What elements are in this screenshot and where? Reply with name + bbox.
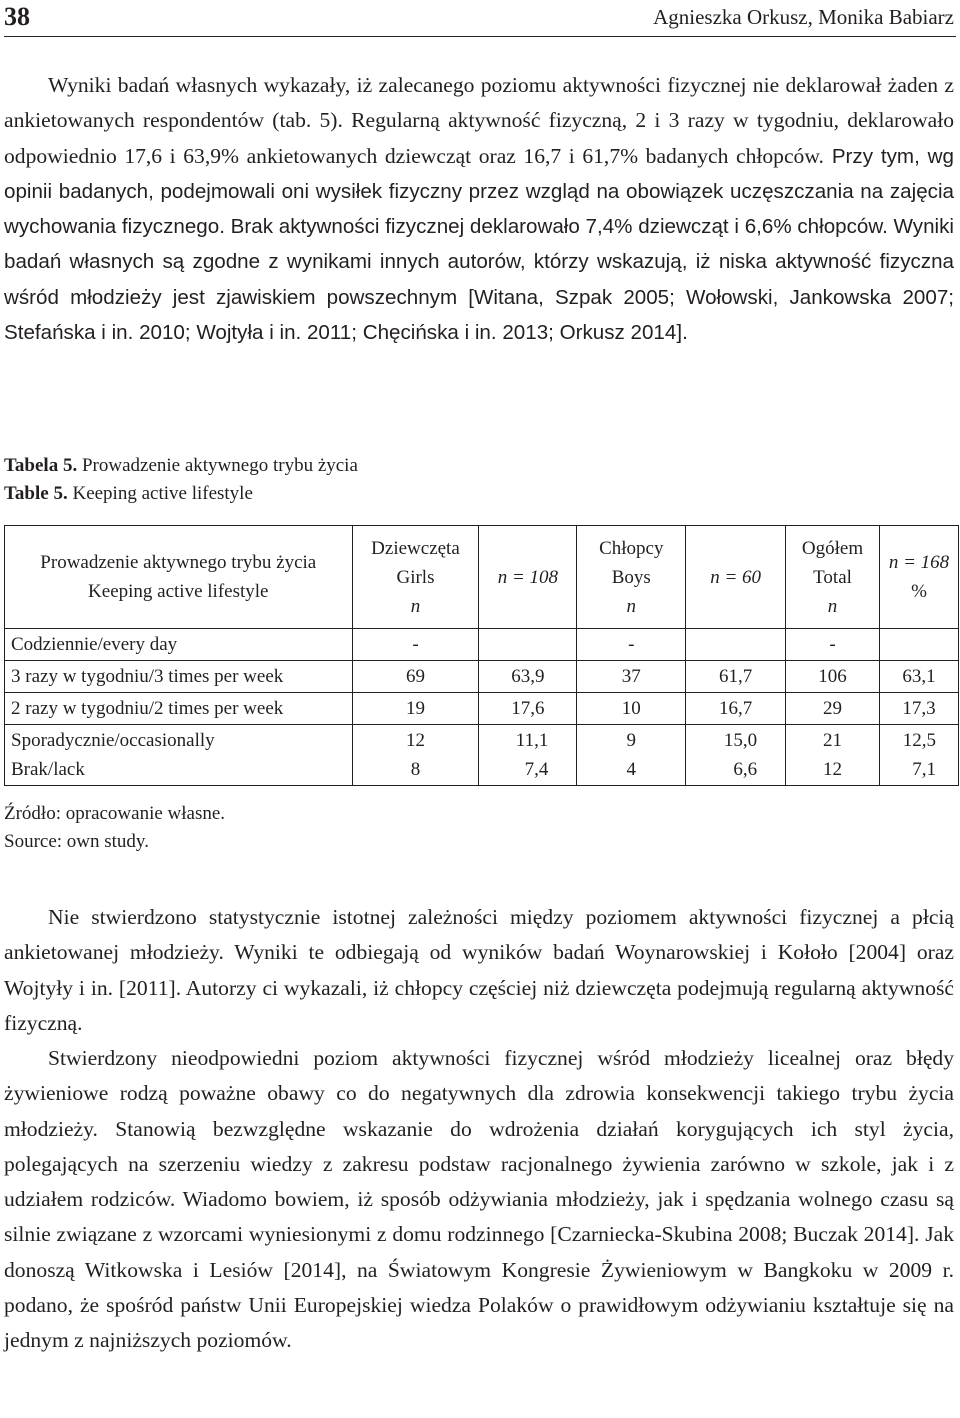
header-all-total-text: n = 168 [888, 552, 950, 573]
intro-text-sans: Przy tym, wg opinii badanych, podejmowali oni wysiłek fizyczny przez wzgląd na obowiązek uczęszczania na zajęcia wychowania fizycznego. Brak aktywności fizycznej deklarowało 7,4% dziewcząt i 6,6% chłopców. Wyniki badań własnych są zgodne z wynikami innych autorów, którzy wskazują, iż niska aktywność fizyczna wśród młodzieży jest zjawiskiem powszechnym [Witana, Szpak 2005; Wołowski, Jankowska 2007; Stefańska i in. 2010; Wojtyła i in. 2011; Chęcińska i in. 2013; Orkusz 2014]. [4, 144, 954, 345]
header-boys-n: n [626, 595, 637, 617]
header-girls-en: Girls [396, 566, 435, 588]
boys-pct-cell: 6,6 [733, 759, 758, 780]
intro-paragraph [4, 68, 954, 350]
boys-pct-cell: 61,7 [686, 661, 786, 693]
boys-n-cell: 9 [626, 730, 637, 751]
girls-pct-cell: 17,6 [479, 693, 577, 725]
total-pct-cell: 17,3 [880, 693, 959, 725]
girls-pct-cell: 63,9 [479, 661, 577, 693]
girls-n-cell: 19 [352, 693, 479, 725]
header-girls [352, 526, 479, 629]
header-boys-total-text: n = 60 [710, 566, 762, 588]
table-header-row [5, 526, 959, 629]
row-label: Codziennie/every day [5, 629, 353, 661]
source-en: Source: own study. [4, 831, 149, 852]
running-head-authors: Agnieszka Orkusz, Monika Babiarz [653, 5, 954, 29]
boys-pct-cell-group [686, 725, 786, 786]
header-all-pl: Ogółem [801, 537, 864, 559]
table-row [5, 661, 959, 693]
total-n-cell-group [786, 725, 880, 786]
total-pct-cell: 7,1 [912, 759, 936, 780]
table-caption-pl [4, 453, 358, 479]
header-all [786, 526, 880, 629]
table-row [5, 693, 959, 725]
total-n-cell: - [786, 629, 880, 661]
table-caption-en-title: Keeping active lifestyle [67, 483, 253, 504]
boys-n-cell: 37 [577, 661, 686, 693]
header-category-en: Keeping active lifestyle [88, 581, 269, 602]
boys-n-cell: 10 [577, 693, 686, 725]
boys-n-cell-group [577, 725, 686, 786]
header-boys-pl: Chłopcy [599, 537, 664, 559]
boys-pct-cell: 16,7 [686, 693, 786, 725]
total-pct-cell-group [880, 725, 959, 786]
total-n-cell: 29 [786, 693, 880, 725]
table-caption-pl-label: Tabela 5. [4, 455, 78, 476]
header-boys [577, 526, 686, 629]
row-label: Brak/lack [11, 759, 85, 780]
girls-n-cell-group [352, 725, 479, 786]
boys-n-cell: 4 [626, 759, 637, 780]
header-category [5, 526, 353, 629]
header-category-pl: Prowadzenie aktywnego trybu życia [40, 552, 317, 573]
girls-pct-cell [479, 629, 577, 661]
header-all-total [880, 526, 959, 629]
header-boys-en: Boys [611, 566, 651, 588]
girls-n-cell: 12 [405, 730, 425, 751]
data-table [4, 525, 959, 786]
source-pl: Źródło: opracowanie własne. [4, 803, 226, 824]
header-boys-total [686, 526, 786, 629]
total-n-cell: 12 [823, 759, 843, 780]
boys-n-cell: - [577, 629, 686, 661]
page-number: 38 [4, 2, 30, 31]
table-caption-pl-title: Prowadzenie aktywnego trybu życia [77, 455, 358, 476]
girls-pct-cell: 7,4 [524, 759, 549, 780]
girls-pct-cell-group [479, 725, 577, 786]
table-caption-en-label: Table 5. [4, 483, 68, 504]
table-row [5, 629, 959, 661]
table-caption-en [4, 481, 253, 507]
boys-pct-cell: 15,0 [723, 730, 758, 751]
intro-text-serif: Wyniki badań własnych wykazały, iż zalecanego poziomu aktywności fizycznej nie deklarował żaden z ankietowanych respondentów (tab. 5). Regularną aktywność fizyczną, 2 i 3 razy w tygodniu, deklarowało odpowiednio 17,6 i 63,9% ankietowanych dziewcząt oraz 16,7 i 61,7% badanych chłopców. [4, 73, 954, 168]
girls-n-cell: - [352, 629, 479, 661]
row-label: Sporadycznie/occasionally [11, 730, 215, 751]
girls-n-cell: 69 [352, 661, 479, 693]
row-label: 3 razy w tygodniu/3 times per week [5, 661, 353, 693]
table-row-group [5, 725, 959, 786]
header-all-en: Total [813, 566, 852, 588]
row-label-group [5, 725, 353, 786]
header-all-pct: % [911, 581, 927, 602]
total-n-cell: 21 [823, 730, 843, 751]
body-paragraph-2: Stwierdzony nieodpowiedni poziom aktywności fizycznej wśród młodzieży licealnej oraz błędy żywieniowe rodzą poważne obawy co do negatywnych dla zdrowia konsekwencji takiego trybu życia młodzieży. Stanowią bezwzględne wskazanie do wdrożenia działań korygujących ich styl życia, polegających na szerzeniu wiedzy z zakresu podstaw racjonalnego żywienia zarówno w szkole, jak i z udziałem rodziców. Wiadomo bowiem, iż sposób odżywiania młodzieży, jak i spędzania wolnego czasu są silnie związane z wzorcami wyniesionymi z domu rodzinnego [Czarniecka-Skubina 2008; Buczak 2014]. Jak donoszą Witkowska i Lesiów [2014], na Światowym Kongresie Żywieniowym w Bangkoku w 2009 r. podano, że spośród państw Unii Europejskiej wiedza Polaków o prawidłowym odżywianiu kształtuje się na jednym z najniższych poziomów. [4, 1046, 954, 1353]
total-pct-cell: 12,5 [902, 730, 936, 751]
girls-pct-cell: 11,1 [515, 730, 549, 751]
total-n-cell: 106 [786, 661, 880, 693]
body-paragraph-1: Nie stwierdzono statystycznie istotnej zależności między poziomem aktywności fizycznej a płcią ankietowanej młodzieży. Wyniki te odbiegają od wyników badań Woynarowskiej i Kołoło [2004] oraz Wojtyły i in. [2011]. Autorzy ci wykazali, iż chłopcy częściej niż dziewczęta podejmują regularną aktywność fizyczną. [4, 905, 954, 1035]
boys-pct-cell [686, 629, 786, 661]
running-header [4, 0, 956, 37]
header-girls-pl: Dziewczęta [371, 537, 460, 559]
table-source [4, 800, 225, 856]
header-girls-n: n [410, 595, 421, 617]
total-pct-cell: 63,1 [880, 661, 959, 693]
header-girls-total [479, 526, 577, 629]
row-label: 2 razy w tygodniu/2 times per week [5, 693, 353, 725]
header-girls-total-text: n = 108 [497, 566, 559, 588]
header-all-n: n [827, 595, 838, 617]
girls-n-cell: 8 [410, 759, 421, 780]
total-pct-cell [880, 629, 959, 661]
